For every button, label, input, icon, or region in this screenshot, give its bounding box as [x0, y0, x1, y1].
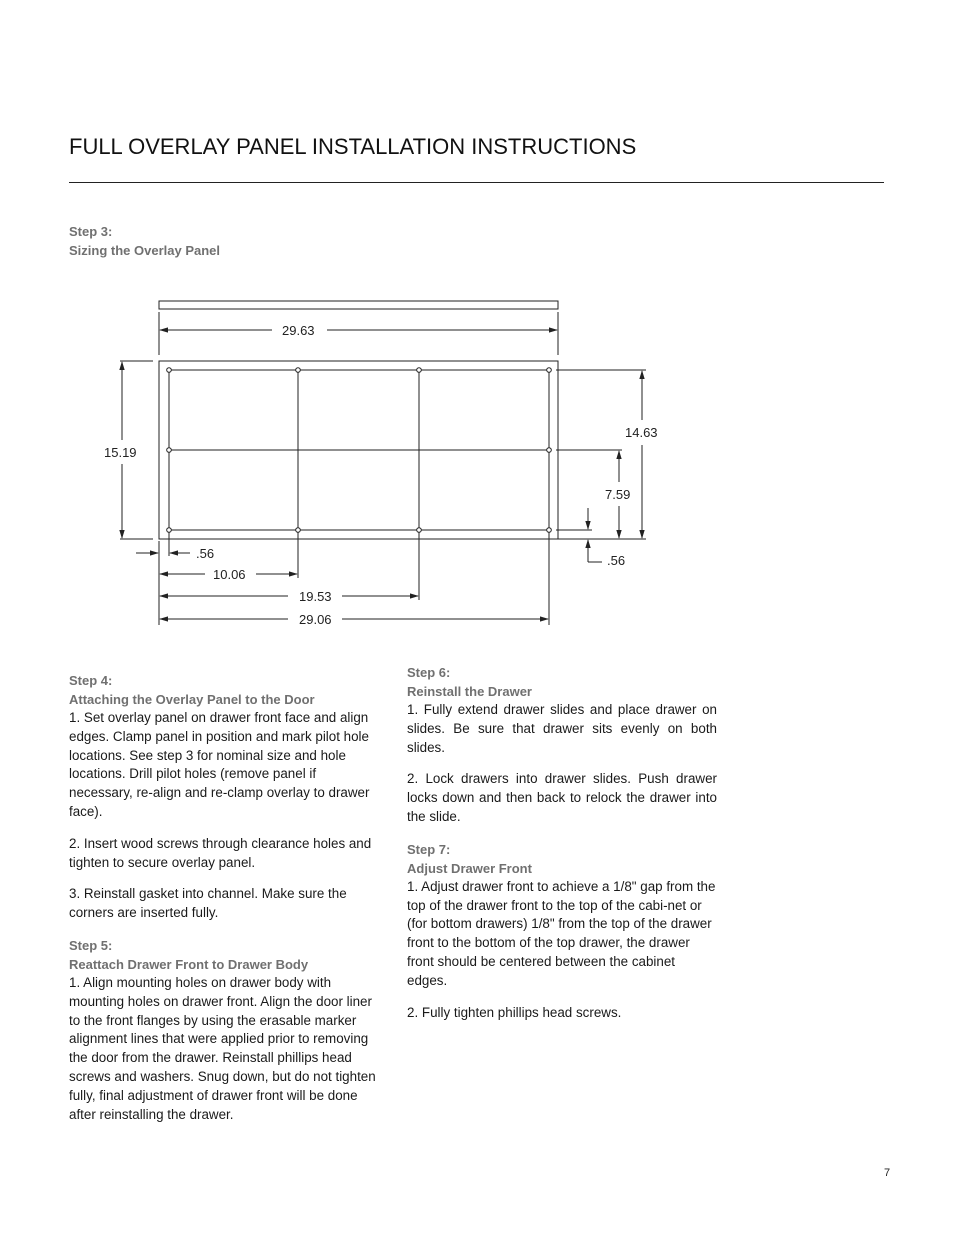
step6-heading: Reinstall the Drawer — [407, 684, 532, 699]
dim-label-top-width: 29.63 — [282, 323, 315, 338]
step5-para-1: 1. Align mounting holes on drawer body with mounting holes on drawer front. Align the door liner to the front flanges by using the erasable marker alignment lines that were applied prior to removing the door from the drawer. Reinstall phillips head screws and washers. Snug down, but do not tighten fully, final adjustment of drawer front will be done after reinstalling the drawer. — [69, 974, 376, 1122]
step3-label: Step 3: — [69, 224, 113, 239]
step4-label: Step 4: — [69, 673, 113, 688]
dim-label-right-height: 14.63 — [625, 425, 658, 440]
dim-label-right-offset: .56 — [607, 553, 626, 568]
step4-heading: Attaching the Overlay Panel to the Door — [69, 692, 315, 707]
step7-para-1: 1. Adjust drawer front to achieve a 1/8" gap from the top of the drawer front to the top of the cabi-net or (for bottom drawers) 1/8" from the top of the drawer front to the bottom of the top drawer, the drawer front should be centered between the cabinet edges. — [407, 878, 716, 988]
panel-edge-view — [159, 301, 558, 309]
step6-label: Step 6: — [407, 665, 451, 680]
pilot-hole — [296, 528, 301, 533]
step4-para-3: 3. Reinstall gasket into channel. Make sure the corners are inserted fully. — [69, 886, 347, 921]
pilot-hole — [417, 368, 422, 373]
pilot-hole — [296, 368, 301, 373]
dim-label-col1: 10.06 — [213, 567, 246, 582]
step7-heading: Adjust Drawer Front — [407, 860, 532, 876]
dim-label-mid-height: 7.59 — [605, 487, 631, 502]
pilot-hole — [167, 528, 172, 533]
page-number: 7 — [884, 1167, 891, 1179]
pilot-hole — [547, 528, 552, 533]
pilot-hole — [547, 448, 552, 453]
pilot-hole — [417, 528, 422, 533]
page-title: FULL OVERLAY PANEL INSTALLATION INSTRUCTIONS — [69, 134, 637, 159]
dim-label-col3: 29.06 — [299, 612, 332, 627]
right-column — [407, 663, 717, 1022]
step4-para-2: 2. Insert wood screws through clearance holes and tighten to secure overlay panel. — [69, 835, 372, 870]
step3-heading: Sizing the Overlay Panel — [69, 243, 220, 258]
step6-para-1: 1. Fully extend drawer slides and place drawer on slides. Be sure that drawer sits evenly on both slides. — [407, 702, 717, 755]
pilot-hole — [167, 448, 172, 453]
step5-label: Step 5: — [69, 937, 113, 953]
step4-para-1: 1. Set overlay panel on drawer front face and align edges. Clamp panel in position and mark pilot hole locations. See step 3 for nominal size and hole locations. Drill pilot holes (remove panel if necessary, re-align and re-clamp overlay to drawer face). — [69, 710, 370, 819]
dim-label-left-offset: .56 — [196, 546, 215, 561]
left-column — [69, 671, 381, 1124]
pilot-hole — [547, 368, 552, 373]
step7-para-2: 2. Fully tighten phillips head screws. — [407, 1004, 622, 1020]
step6-para-2: 2. Lock drawers into drawer slides. Push drawer locks down and then back to relock the drawer into the slide. — [407, 771, 717, 824]
pilot-hole — [167, 368, 172, 373]
step5-heading: Reattach Drawer Front to Drawer Body — [69, 956, 309, 972]
step7-label: Step 7: — [407, 841, 451, 857]
dim-label-col2: 19.53 — [299, 589, 332, 604]
dim-label-left-height: 15.19 — [104, 445, 137, 460]
